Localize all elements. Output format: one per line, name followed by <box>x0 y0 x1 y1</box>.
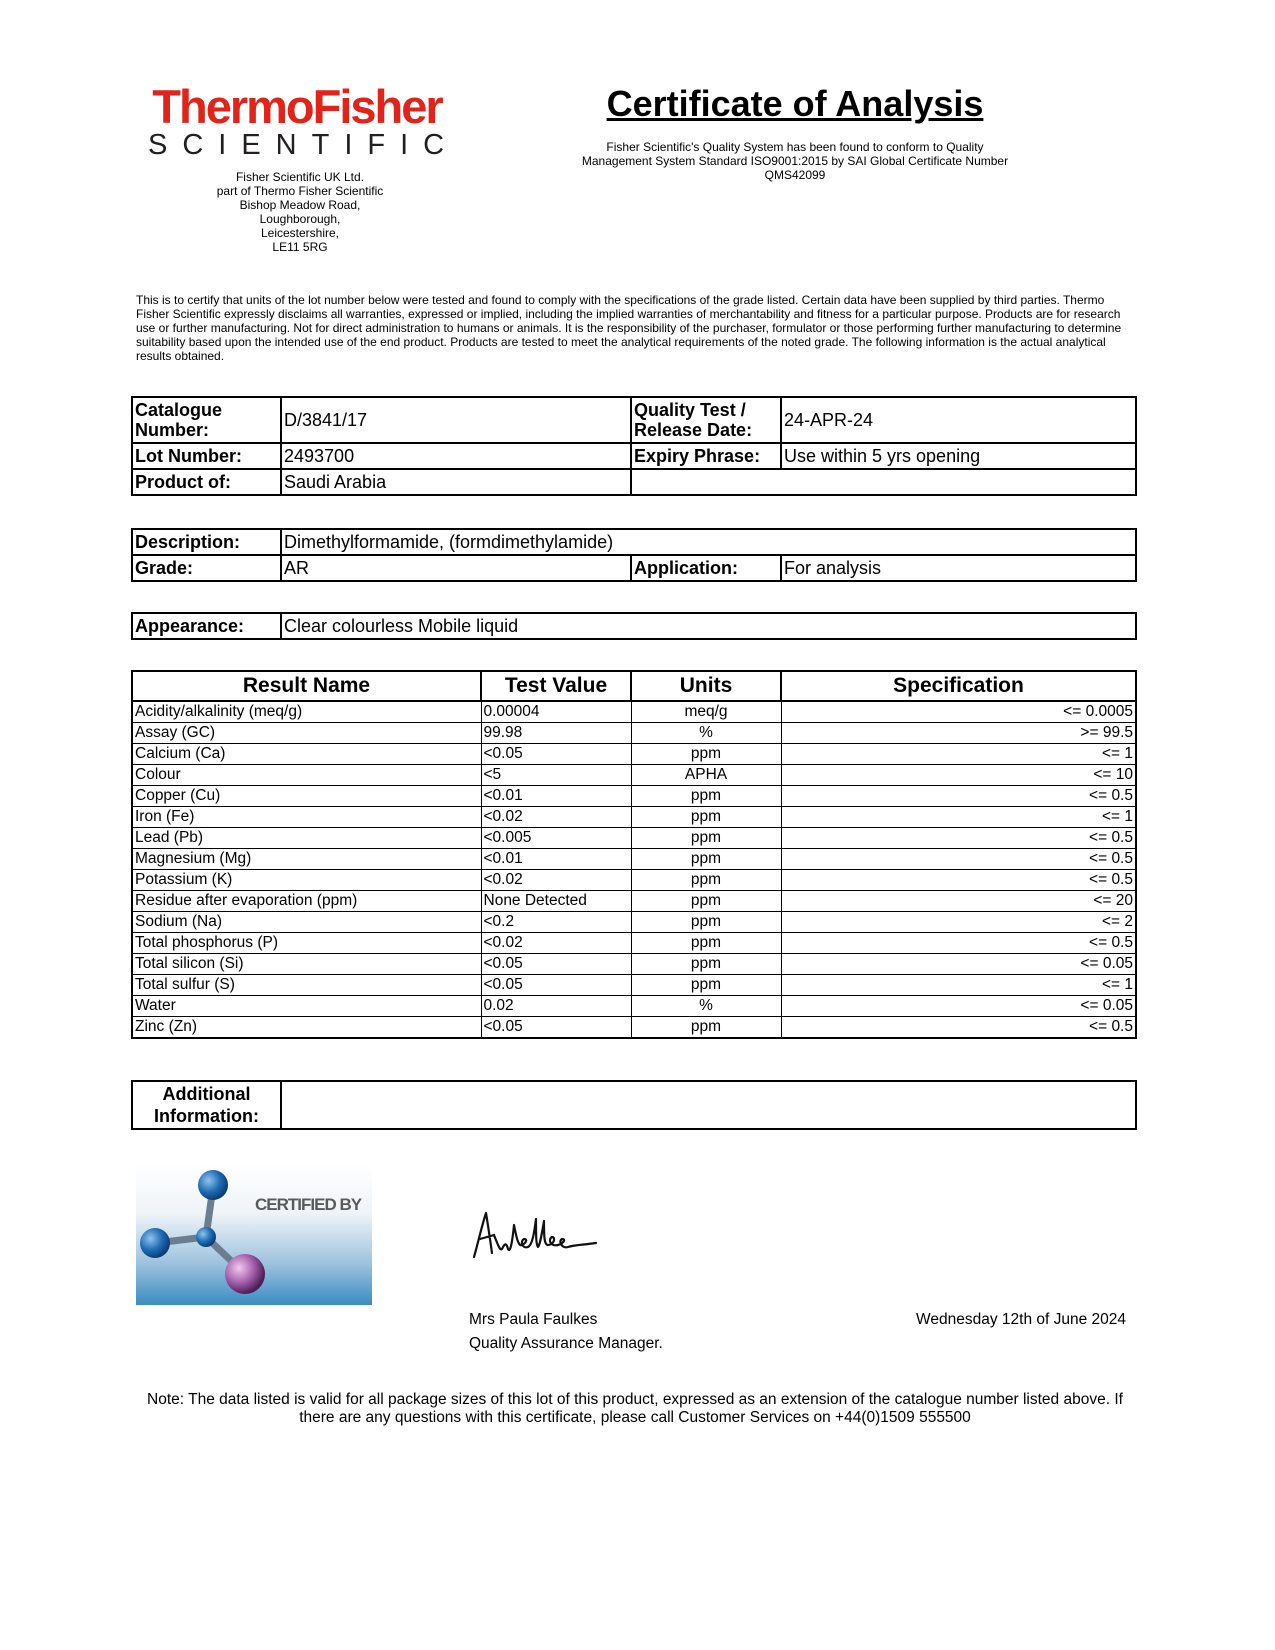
column-header-units: Units <box>631 671 781 701</box>
specification-cell: <= 2 <box>781 912 1136 933</box>
additional-info-label: Additional Information: <box>132 1081 281 1129</box>
appearance-value: Clear colourless Mobile liquid <box>281 613 1136 639</box>
test-value-cell: 99.98 <box>481 723 631 744</box>
result-name-cell: Total silicon (Si) <box>132 954 481 975</box>
results-table <box>131 670 1137 1039</box>
quality-statement-line: Management System Standard ISO9001:2015 by SAI Global Certificate Number <box>581 154 1009 168</box>
column-header-test-value: Test Value <box>481 671 631 701</box>
quality-statement-line: QMS42099 <box>764 168 826 182</box>
test-value-cell: <0.02 <box>481 807 631 828</box>
table-row <box>132 891 1136 912</box>
address-line: Bishop Meadow Road, <box>239 198 361 212</box>
test-value-cell: <0.005 <box>481 828 631 849</box>
specification-cell: <= 0.5 <box>781 933 1136 954</box>
result-name-cell: Acidity/alkalinity (meq/g) <box>132 701 481 723</box>
table-row <box>132 954 1136 975</box>
units-cell: meq/g <box>631 701 781 723</box>
table-row <box>132 744 1136 765</box>
test-value-cell: <0.01 <box>481 849 631 870</box>
expiry-phrase-label: Expiry Phrase: <box>631 443 781 469</box>
quality-statement-line: Fisher Scientific's Quality System has been found to conform to Quality <box>606 140 984 154</box>
logo-thermofisher: ThermoFisher <box>152 80 442 133</box>
certification-badge <box>136 1165 372 1305</box>
table-row <box>132 975 1136 996</box>
specification-cell: <= 1 <box>781 807 1136 828</box>
table-row <box>132 701 1136 723</box>
result-name-cell: Iron (Fe) <box>132 807 481 828</box>
specification-cell: <= 0.05 <box>781 996 1136 1017</box>
table-row <box>132 786 1136 807</box>
table-row <box>132 765 1136 786</box>
appearance-label: Appearance: <box>132 613 281 639</box>
units-cell: ppm <box>631 744 781 765</box>
units-cell: ppm <box>631 912 781 933</box>
table-row <box>132 912 1136 933</box>
test-value-cell: <0.02 <box>481 933 631 954</box>
test-value-cell: <0.05 <box>481 954 631 975</box>
handwritten-signature <box>470 1205 610 1265</box>
specification-cell: <= 0.05 <box>781 954 1136 975</box>
certified-by-label: CERTIFIED BY <box>255 1195 362 1214</box>
lot-number-value: 2493700 <box>281 443 631 469</box>
address-line: Leicestershire, <box>260 226 340 240</box>
table-row <box>132 849 1136 870</box>
address-line: Fisher Scientific UK Ltd. <box>235 170 365 184</box>
units-cell: % <box>631 723 781 744</box>
address-line: Loughborough, <box>259 212 341 226</box>
empty-cell <box>631 469 1136 495</box>
table-row <box>132 828 1136 849</box>
specification-cell: >= 99.5 <box>781 723 1136 744</box>
application-value: For analysis <box>781 555 1136 581</box>
company-address <box>195 170 405 254</box>
specification-cell: <= 1 <box>781 744 1136 765</box>
footer-note: Note: The data listed is valid for all package sizes of this lot of this product, expressed as an extension of the catalogue number listed above. If there are any questions with this certificate, please call Customer Services on +44(0)1509 555500 <box>147 1391 1123 1426</box>
release-date-label: Quality Test / Release Date: <box>631 397 781 443</box>
test-value-cell: None Detected <box>481 891 631 912</box>
additional-info-value <box>281 1081 1136 1129</box>
molecule-icon <box>136 1165 372 1305</box>
table-row <box>132 870 1136 891</box>
table-row <box>132 933 1136 954</box>
specification-cell: <= 10 <box>781 765 1136 786</box>
units-cell: ppm <box>631 849 781 870</box>
result-name-cell: Lead (Pb) <box>132 828 481 849</box>
specification-cell: <= 1 <box>781 975 1136 996</box>
specification-cell: <= 0.5 <box>781 849 1136 870</box>
description-value: Dimethylformamide, (formdimethylamide) <box>281 529 1136 555</box>
result-name-cell: Total phosphorus (P) <box>132 933 481 954</box>
test-value-cell: <0.02 <box>481 870 631 891</box>
result-name-cell: Residue after evaporation (ppm) <box>132 891 481 912</box>
grade-label: Grade: <box>132 555 281 581</box>
lot-number-label: Lot Number: <box>132 443 281 469</box>
result-name-cell: Sodium (Na) <box>132 912 481 933</box>
test-value-cell: <0.05 <box>481 975 631 996</box>
table-row <box>132 807 1136 828</box>
units-cell: ppm <box>631 891 781 912</box>
units-cell: ppm <box>631 954 781 975</box>
signature-date: Wednesday 12th of June 2024 <box>916 1311 1126 1328</box>
result-name-cell: Assay (GC) <box>132 723 481 744</box>
result-name-cell: Total sulfur (S) <box>132 975 481 996</box>
table-row <box>132 723 1136 744</box>
product-of-label: Product of: <box>132 469 281 495</box>
units-cell: ppm <box>631 807 781 828</box>
test-value-cell: <0.05 <box>481 1017 631 1039</box>
disclaimer-text: This is to certify that units of the lot number below were tested and found to comply with the specifications of the grade listed. Certain data have been supplied by third parties. Thermo Fisher Scientific expressly disclaims all warranties, expressed or implied, including the implied warranties of merchantability and fitness for a particular purpose. Products are for research use or further manufacturing. Not for direct administration to humans or animals. It is the responsibility of the purchaser, formulator or those performing further manufacturing to determine suitability based upon the intended use of the end product. Products are tested to meet the analytical requirements of the noted grade. The following information is the actual analytical results obtained. <box>136 293 1122 363</box>
test-value-cell: <5 <box>481 765 631 786</box>
address-line: part of Thermo Fisher Scientific <box>216 184 384 198</box>
result-name-cell: Potassium (K) <box>132 870 481 891</box>
units-cell: ppm <box>631 933 781 954</box>
specification-cell: <= 0.5 <box>781 786 1136 807</box>
test-value-cell: <0.2 <box>481 912 631 933</box>
result-name-cell: Magnesium (Mg) <box>132 849 481 870</box>
units-cell: ppm <box>631 1017 781 1039</box>
result-name-cell: Water <box>132 996 481 1017</box>
release-date-value: 24-APR-24 <box>781 397 1136 443</box>
specification-cell: <= 0.0005 <box>781 701 1136 723</box>
address-line: LE11 5RG <box>272 240 328 254</box>
logo-scientific: SCIENTIFIC <box>148 129 460 161</box>
specification-cell: <= 0.5 <box>781 870 1136 891</box>
description-label: Description: <box>132 529 281 555</box>
specification-cell: <= 0.5 <box>781 1017 1136 1039</box>
units-cell: ppm <box>631 870 781 891</box>
signatory-title: Quality Assurance Manager. <box>469 1335 663 1352</box>
result-name-cell: Colour <box>132 765 481 786</box>
grade-value: AR <box>281 555 631 581</box>
units-cell: ppm <box>631 975 781 996</box>
result-name-cell: Copper (Cu) <box>132 786 481 807</box>
page-title: Certificate of Analysis <box>606 83 984 124</box>
quality-statement <box>565 140 1025 182</box>
test-value-cell: <0.01 <box>481 786 631 807</box>
appearance-table <box>131 612 1137 640</box>
product-of-value: Saudi Arabia <box>281 469 631 495</box>
specification-cell: <= 20 <box>781 891 1136 912</box>
result-name-cell: Calcium (Ca) <box>132 744 481 765</box>
test-value-cell: <0.05 <box>481 744 631 765</box>
units-cell: ppm <box>631 828 781 849</box>
specification-cell: <= 0.5 <box>781 828 1136 849</box>
catalogue-number-value: D/3841/17 <box>281 397 631 443</box>
catalogue-number-label: Catalogue Number: <box>132 397 281 443</box>
product-info-table <box>131 396 1137 496</box>
column-header-specification: Specification <box>781 671 1136 701</box>
table-row <box>132 1017 1136 1039</box>
units-cell: ppm <box>631 786 781 807</box>
application-label: Application: <box>631 555 781 581</box>
test-value-cell: 0.00004 <box>481 701 631 723</box>
description-table <box>131 528 1137 582</box>
units-cell: APHA <box>631 765 781 786</box>
additional-info-table <box>131 1080 1137 1130</box>
result-name-cell: Zinc (Zn) <box>132 1017 481 1039</box>
units-cell: % <box>631 996 781 1017</box>
signatory-name: Mrs Paula Faulkes <box>469 1311 598 1328</box>
table-row <box>132 996 1136 1017</box>
test-value-cell: 0.02 <box>481 996 631 1017</box>
expiry-phrase-value: Use within 5 yrs opening <box>781 443 1136 469</box>
column-header-result-name: Result Name <box>132 671 481 701</box>
